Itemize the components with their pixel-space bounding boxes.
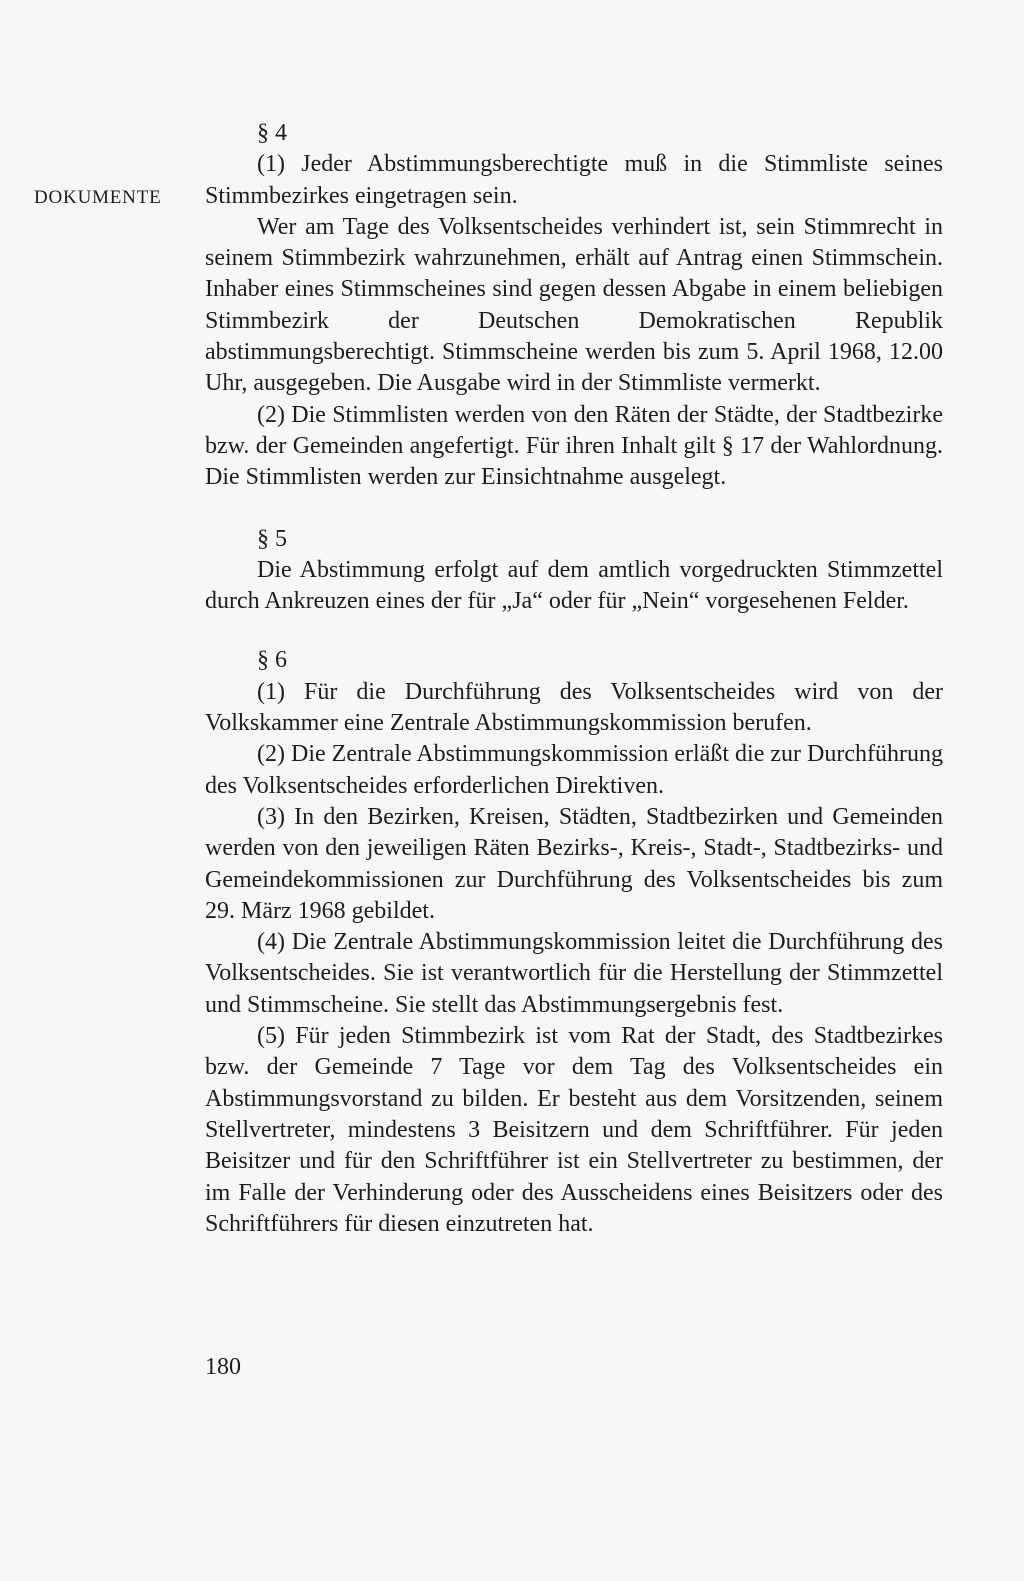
section-heading: § 6 (257, 647, 287, 674)
paragraph: Wer am Tage des Volksentscheides verhindert ist, sein Stimmrecht in seinem Stimmbezirk wahrzunehmen, erhält auf Antrag einen Stimmschein. Inhaber eines Stimmscheines sind gegen dessen Abgabe in einem beliebigen Stimmbezirk der Deutschen Demokratischen Republik abstimmungsberechtigt. Stimmscheine werden bis zum 5. April 1968, 12.00 Uhr, ausgegeben. Die Ausgabe wird in der Stimmliste vermerkt. (205, 213, 943, 397)
section-6 (205, 645, 943, 1240)
paragraph: (1) Für die Durchführung des Volksentscheides wird von der Volkskammer eine Zentrale Abstimmungskommission berufen. (205, 678, 943, 737)
section-5 (205, 524, 943, 618)
paragraph: (2) Die Stimmlisten werden von den Räten der Städte, der Stadtbezirke bzw. der Gemeinden angefertigt. Für ihren Inhalt gilt § 17 der Wahlordnung. Die Stimmlisten werden zur Einsichtnahme ausgelegt. (205, 401, 943, 491)
paragraph: (3) In den Bezirken, Kreisen, Städten, Stadtbezirken und Gemeinden werden von den jeweiligen Räten Bezirks-, Kreis-, Stadt-, Stadtbezirks- und Gemeindekommissionen zur Durchführung des Volksentscheides bis zum 29. März 1968 gebildet. (205, 803, 943, 924)
paragraph: (5) Für jeden Stimmbezirk ist vom Rat der Stadt, des Stadtbezirkes bzw. der Gemeinde 7 Tage vor dem Tag des Volksentscheides ein Abstimmungsvorstand zu bilden. Er besteht aus dem Vorsitzenden, seinem Stellvertreter, mindestens 3 Beisitzern und dem Schriftführer. Für jeden Beisitzer und für den Schriftführer ist ein Stellvertreter zu bestimmen, der im Falle der Verhinderung oder des Ausscheidens eines Beisitzers oder des Schriftführers für diesen einzutreten hat. (205, 1023, 943, 1237)
section-heading: § 4 (257, 120, 287, 146)
section-4 (205, 118, 943, 494)
page-number: 180 (205, 1354, 241, 1380)
section-heading: § 5 (257, 525, 287, 552)
paragraph: (1) Jeder Abstimmungsberechtigte muß in die Stimmliste seines Stimmbezirkes eingetragen sein. (205, 151, 943, 209)
paragraph: Die Abstimmung erfolgt auf dem amtlich vorgedruckten Stimmzettel durch Ankreuzen eines der für „Ja“ oder für „Nein“ vorgesehenen Felder. (205, 556, 943, 615)
paragraph: (4) Die Zentrale Abstimmungskommission leitet die Durchführung des Volksentscheides. Sie ist verantwortlich für die Herstellung der Stimmzettel und Stimmscheine. Sie stellt das Abstimmungsergebnis fest. (205, 929, 943, 1018)
body-text (205, 118, 943, 1240)
section-spacer (205, 494, 943, 524)
margin-label: DOKUMENTE (34, 187, 162, 208)
section-spacer (205, 617, 943, 645)
paragraph: (2) Die Zentrale Abstimmungskommission erläßt die zur Durchführung des Volksentscheides erforderlichen Direktiven. (205, 741, 943, 799)
